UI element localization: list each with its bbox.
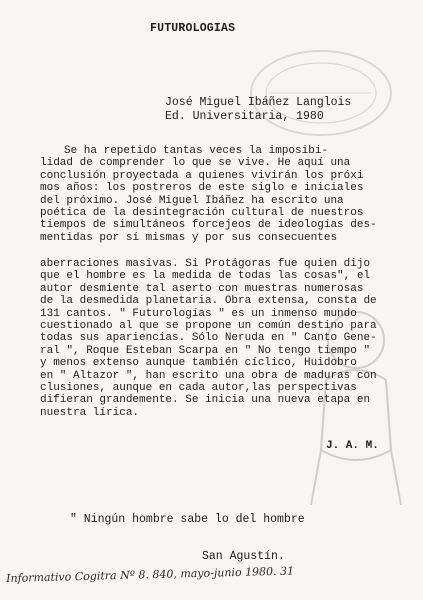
text-line: ral ", Roque Esteban Scarpa en " No tengo tiempo " xyxy=(40,344,371,357)
review-paragraph-1 xyxy=(40,145,395,244)
epigraph-author: San Agustín. xyxy=(202,550,285,563)
text-line: 131 cantos. " Futurologías " es un inmenso mundo xyxy=(40,307,357,320)
text-line: del próximo. José Miguel Ibáñez ha escrito una xyxy=(40,194,344,207)
text-line: de la desmedida planetaria. Obra extensa, consta de xyxy=(40,295,377,308)
text-line: poética de la desintegración cultural de nuestros xyxy=(40,207,364,220)
book-publisher: Ed. Universitaria, 1980 xyxy=(165,110,324,123)
review-paragraph-2 xyxy=(40,258,395,419)
book-author: José Miguel Ibáñez Langlois xyxy=(165,96,352,109)
text-line: tiempos de simultáneos forcejeos de ideologías des- xyxy=(40,219,377,232)
text-line: difieran grandemente. Se inicia una nueva etapa en xyxy=(40,394,371,407)
text-line: clusiones, aunque en cada autor,las perspectivas xyxy=(40,382,357,395)
library-stamp xyxy=(246,45,396,140)
text-line: lidad de comprender lo que se vive. He aquí una xyxy=(40,157,351,170)
handwritten-note: Informativo Cogitra Nº 8. 840, mayo-junio 1980. 31 xyxy=(6,564,295,585)
text-line: y menos extenso aunque también cíclico, Huidobro xyxy=(40,357,357,370)
text-line: nuestra lírica. xyxy=(40,406,140,419)
text-line: aberraciones masivas. Si Protágoras fue quien dijo xyxy=(40,258,371,270)
text-line: cuestionado al que se propone un común destino para xyxy=(40,320,377,333)
epigraph-quote: " Ningún hombre sabe lo del hombre xyxy=(70,513,305,526)
text-line: todas sus apariencias. Sólo Neruda en " Canto Gene- xyxy=(40,332,377,345)
text-line: en " Altazor ", han escrito una obra de maduras con xyxy=(40,369,377,382)
review-signature: J. A. M. xyxy=(326,440,379,452)
text-line: conclusión proyectada a quienes vivirán los próxi xyxy=(40,169,364,182)
book-info xyxy=(165,96,351,124)
page-title: FUTUROLOGIAS xyxy=(150,22,236,35)
text-line: que el hombre es la medida de todas las cosas", el xyxy=(40,270,371,283)
text-line: mentidas por sí mismas y por sus consecuentes xyxy=(40,231,338,244)
text-line: autor desmiente tal aserto con muestras numerosas xyxy=(40,282,364,295)
text-line: mos años: los postreros de este siglo e iniciales xyxy=(40,182,364,195)
text-line: Se ha repetido tantas veces la imposibi- xyxy=(64,145,329,157)
